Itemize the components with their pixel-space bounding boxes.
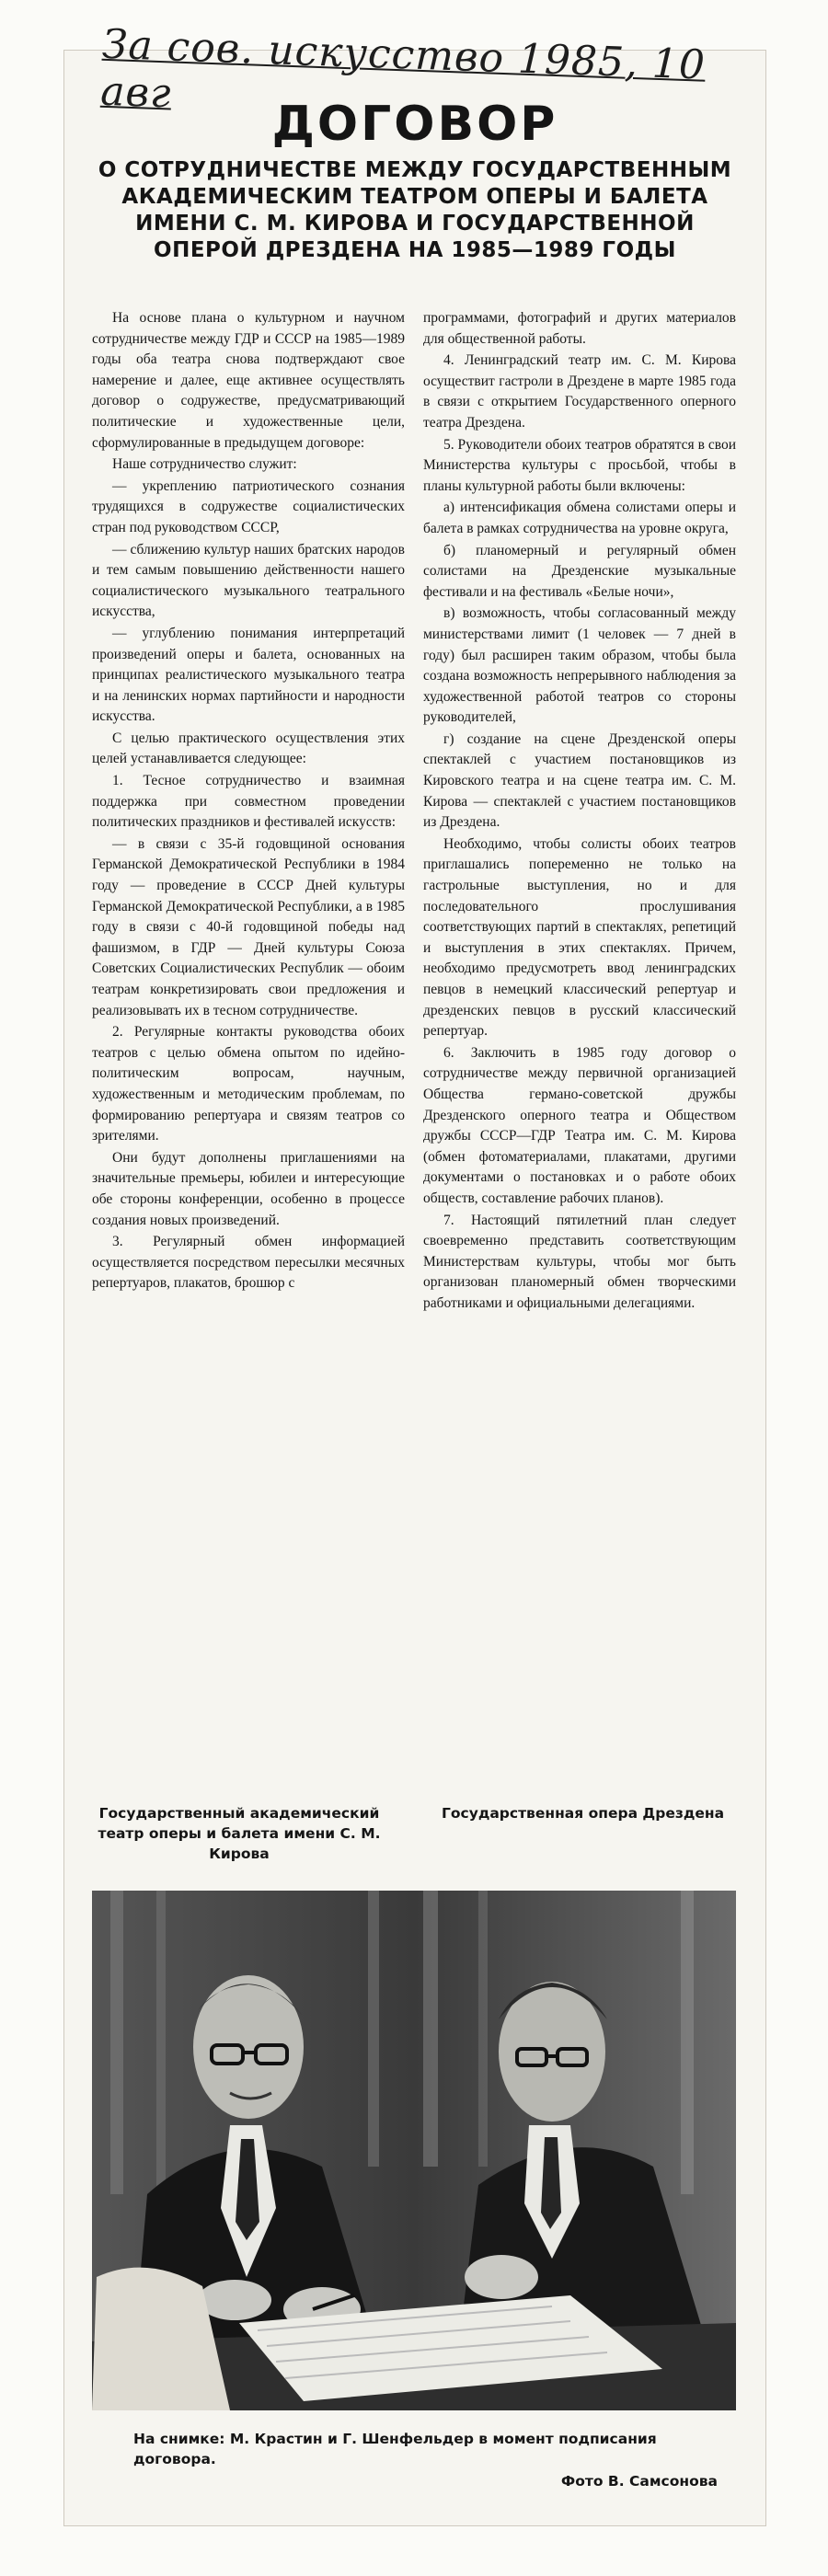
- paragraph: 6. Заключить в 1985 году договор о сотрудничестве между первичной организацией Общества германо-советской дружбы Дрезденского оперного театра и Обществом дружбы СССР—ГДР Театра им. С. М. Кирова (обмен фотоматериалами, плакатами, другими документами о постановках и о работе обоих обществ, составление рабочих планов).: [423, 1044, 736, 1206]
- paragraph: — в связи с 35-й годовщиной основания Германской Демократической Республики в 1984 году — проведение в СССР Дней культуры Германской Демократической Республики, а в 1985 году в связи с 40-й годовщиной победы над фашизмом, в ГДР — Дней культуры Союза Советских Социалистических Республик — обоим театрам конкретизировать свои предложения и реализовывать их в тесном сотрудничестве.: [92, 835, 405, 1018]
- photo-caption: На снимке: М. Крастин и Г. Шенфельдер в момент подписания договора.: [133, 2431, 657, 2467]
- paragraph: в) возможность, чтобы согласованный между министерствами лимит (1 человек — 7 дней в году) был расширен таким образом, чтобы была создана возможность непрерывного наблюдения за художественной работой театров со стороны руководителей,: [423, 605, 736, 726]
- article-header: [64, 97, 765, 264]
- paragraph: 3. Регулярный обмен информацией осуществляется посредством пересылки месячных репертуаров, плакатов, брошюр с: [92, 1234, 405, 1292]
- left-column: [92, 308, 405, 1794]
- paragraph: г) создание на сцене Дрезденской оперы спектаклей с участием постановщиков из Кировского театра и на сцене театра им. С. М. Кирова — спектаклей с участием постановщиков из Дрездена.: [423, 730, 736, 831]
- paragraph: 5. Руководители обоих театров обратятся в свои Министерства культуры с просьбой, чтобы в планы культурной работы были включены:: [423, 436, 736, 494]
- paragraph: программами, фотографий и других материалов для общественной работы.: [423, 310, 736, 347]
- paragraph: — сближению культур наших братских народов и тем самым повышению действенности нашего социалистического музыкального театрального искусства,: [92, 541, 405, 620]
- signature-kirov-theatre: Государственный академический театр оперы и балета имени С. М. Кирова: [98, 1805, 381, 1862]
- article-body: [92, 308, 736, 1794]
- paragraph: — укреплению патриотического сознания трудящихся в содружестве социалистических стран под руководством СССР,: [92, 477, 405, 535]
- paragraph: — углублению понимания интерпретаций произведений оперы и балета, основанных на принципах реалистического музыкального театра и на ленинских нормах партийности и народности искусства.: [92, 625, 405, 725]
- paragraph: 4. Ленинградский театр им. С. М. Кирова осуществит гастроли в Дрездене в марте 1985 года в связи с открытием Государственного оперного театра Дрездена.: [423, 352, 736, 431]
- paragraph: Они будут дополнены приглашениями на значительные премьеры, юбилеи и интересующие обе стороны конференции, особенно в процессе создания новых произведений.: [92, 1149, 405, 1228]
- paragraph: На основе плана о культурном и научном сотрудничестве между ГДР и СССР на 1985—1989 годы оба театра снова подтверждают свое намерение и далее, еще активнее осуществлять договор о содружестве, предусматривающий политические и художественные цели, сформулированные в предыдущем договоре:: [92, 310, 405, 451]
- article-title: ДОГОВОР: [271, 97, 558, 152]
- photo-illustration: [92, 1891, 736, 2410]
- paragraph: Наше сотрудничество служит:: [112, 456, 297, 473]
- photo-credit: Фото В. Самсонова: [560, 2473, 718, 2490]
- paragraph: Необходимо, чтобы солисты обоих театров приглашались попеременно не только на гастрольные выступления, но и для последовательного прослушивания соответствующих партий в спектаклях, репетиций и выступления в этих спектаклях. Причем, необходимо предусмотреть ввод ленинградских певцов в немецкий классический репертуар и дрезденских певцов в русский классический репертуар.: [423, 835, 736, 1040]
- paragraph: б) планомерный и регулярный обмен солистами на Дрезденские музыкальные фестивали и на фестиваль «Белые ночи»,: [423, 542, 736, 600]
- paragraph: а) интенсификация обмена солистами оперы и балета в рамках сотрудничества на уровне округа,: [423, 500, 736, 536]
- handwritten-annotation: За сов. искусство 1985, 10 авг: [99, 20, 707, 118]
- signing-photo: [92, 1891, 736, 2410]
- article-subtitle: О СОТРУДНИЧЕСТВЕ МЕЖДУ ГОСУДАРСТВЕННЫМ АКАДЕМИЧЕСКИМ ТЕАТРОМ ОПЕРЫ И БАЛЕТА ИМЕНИ С. М. КИРОВА И ГОСУДАРСТВЕННОЙ ОПЕРОЙ ДРЕЗДЕНА НА 1985—1989 ГОДЫ: [98, 158, 732, 262]
- paragraph: 7. Настоящий пятилетний план следует своевременно представить соответствующим Министерствам культуры, чтобы мог быть организован планомерный обмен творческими работниками и официальными делегациями.: [423, 1212, 736, 1311]
- signatures: [92, 1803, 736, 1877]
- paragraph: 2. Регулярные контакты руководства обоих театров с целью обмена опытом по идейно-политическим вопросам, научным, художественным и методическим проблемам, по формированию репертуара и связям театров со зрителями.: [92, 1024, 405, 1144]
- paragraph: 1. Тесное сотрудничество и взаимная поддержка при совместном проведении политических праздников и фестивалей искусств:: [92, 773, 405, 831]
- signature-dresden-opera: Государственная опера Дрездена: [442, 1805, 725, 1822]
- right-column: [423, 308, 736, 1794]
- paragraph: С целью практического осуществления этих целей устанавливается следующее:: [92, 730, 405, 767]
